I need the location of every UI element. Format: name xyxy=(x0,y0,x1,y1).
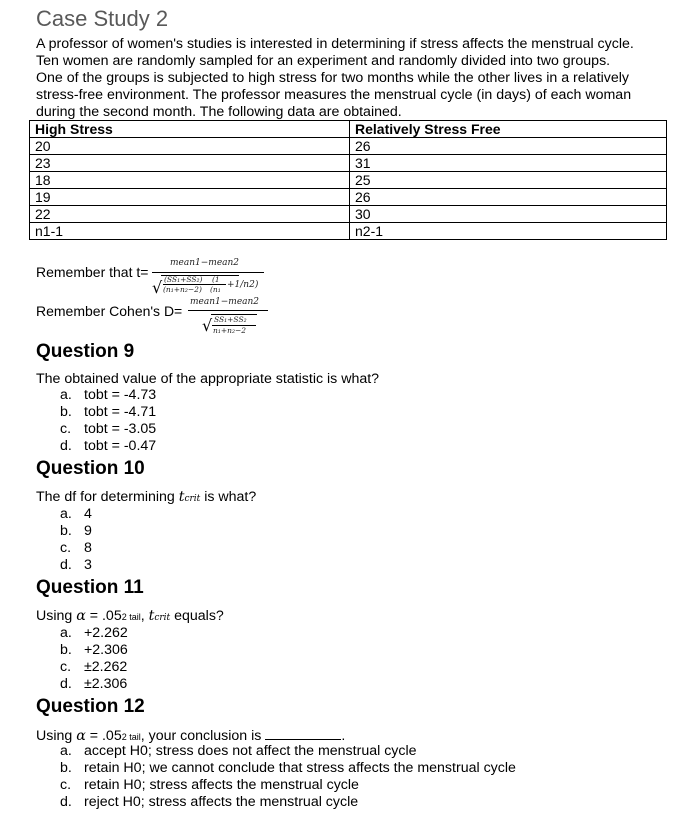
data-table xyxy=(29,120,667,240)
text-fragment: is what? xyxy=(200,489,257,505)
t-den-tail: +1/n2) xyxy=(227,280,259,290)
option-text: 9 xyxy=(84,523,92,539)
t-fraction-bar xyxy=(152,272,264,273)
option-letter: b. xyxy=(60,642,72,658)
option-text: ±2.306 xyxy=(84,676,128,692)
table-row xyxy=(30,223,667,240)
table-row xyxy=(30,138,667,155)
option-letter: c. xyxy=(60,659,72,675)
option-letter: d. xyxy=(60,557,72,573)
tail-subscript: 2 tail xyxy=(121,732,141,742)
intro-line: stress-free environment. The professor measures the menstrual cycle (in days) of each woman xyxy=(36,86,632,103)
option-letter: b. xyxy=(60,404,72,420)
tail-subscript: 2 tail xyxy=(121,612,141,622)
option-letter: d. xyxy=(60,438,72,454)
question-11-title: Question 11 xyxy=(36,577,144,598)
t-den-n: (n₁+n₂−2) xyxy=(163,285,202,294)
d-den-n: n₁+n₂−2 xyxy=(213,326,247,335)
question-9-text: The obtained value of the appropriate statistic is what? xyxy=(36,371,380,387)
t-variable: t xyxy=(148,608,155,624)
option-b[interactable] xyxy=(36,642,128,659)
option-text: 8 xyxy=(84,540,92,556)
table-cell: 31 xyxy=(350,155,667,172)
question-11-text xyxy=(36,608,224,624)
table-cell: 23 xyxy=(30,155,350,172)
option-c[interactable] xyxy=(36,777,516,794)
option-text: accept H0; stress does not affect the menstrual cycle xyxy=(84,743,417,759)
t-den-ss: (SS₁+SS₂) xyxy=(164,275,203,284)
option-a[interactable] xyxy=(36,387,156,404)
column-header-high-stress: High Stress xyxy=(30,121,350,138)
option-letter: b. xyxy=(60,523,72,539)
option-letter: d. xyxy=(60,676,72,692)
option-text: tobt = -4.71 xyxy=(84,404,157,420)
text-fragment: , xyxy=(140,608,149,624)
table-cell: n2-1 xyxy=(350,223,667,240)
text-fragment: = .05 xyxy=(85,728,122,744)
option-d[interactable] xyxy=(36,676,128,693)
option-text: tobt = -0.47 xyxy=(84,438,157,454)
table-cell: 26 xyxy=(350,138,667,155)
intro-paragraph xyxy=(36,36,666,121)
option-d[interactable] xyxy=(36,438,156,455)
option-d[interactable] xyxy=(36,557,92,574)
d-formula-numerator: mean1−mean2 xyxy=(190,297,260,307)
table-row xyxy=(30,155,667,172)
table-cell: 25 xyxy=(350,172,667,189)
option-letter: d. xyxy=(60,794,72,810)
alpha-symbol: α xyxy=(76,728,86,744)
option-text: reject H0; stress affects the menstrual cycle xyxy=(84,794,359,810)
option-c[interactable] xyxy=(36,421,156,438)
table-header-row xyxy=(30,121,667,138)
d-den-ss: SS₁+SS₂ xyxy=(214,315,247,324)
text-fragment: Using xyxy=(36,728,77,744)
question-10-title: Question 10 xyxy=(36,458,145,479)
table-cell: 30 xyxy=(350,206,667,223)
option-c[interactable] xyxy=(36,540,92,557)
option-letter: a. xyxy=(60,506,72,522)
intro-line: A professor of women's studies is interested in determining if stress affects the menstrual cycle. xyxy=(36,36,634,52)
sqrt-icon: √ xyxy=(202,316,213,335)
option-a[interactable] xyxy=(36,743,516,760)
option-b[interactable] xyxy=(36,404,156,421)
sqrt-icon: √ xyxy=(152,278,163,297)
option-text: retain H0; stress affects the menstrual cycle xyxy=(84,777,359,793)
intro-line: Ten women are randomly sampled for an experiment and randomly divided into two groups. xyxy=(36,52,611,69)
option-text: tobt = -4.73 xyxy=(84,387,157,403)
text-fragment: The df for determining xyxy=(36,489,179,505)
option-letter: a. xyxy=(60,387,72,403)
option-a[interactable] xyxy=(36,625,128,642)
option-text: ±2.262 xyxy=(84,659,128,675)
crit-subscript: crit xyxy=(184,494,201,504)
t-formula-label: Remember that t= xyxy=(36,264,149,280)
option-text: tobt = -3.05 xyxy=(84,421,157,437)
table-row xyxy=(30,189,667,206)
question-12-text xyxy=(36,727,345,744)
table-cell: n1-1 xyxy=(30,223,350,240)
table-cell: 26 xyxy=(350,189,667,206)
d-formula-label: Remember Cohen's D= xyxy=(36,303,183,319)
option-c[interactable] xyxy=(36,659,128,676)
option-letter: c. xyxy=(60,540,72,556)
option-letter: b. xyxy=(60,760,72,776)
option-b[interactable] xyxy=(36,523,92,540)
text-fragment: , your conclusion is xyxy=(140,728,266,744)
text-fragment: Using xyxy=(36,608,77,624)
intro-line: One of the groups is subjected to high stress for two months while the other lives in a relatively xyxy=(36,69,630,86)
question-10-text xyxy=(36,489,256,505)
table-row xyxy=(30,172,667,189)
option-text: retain H0; we cannot conclude that stress affects the menstrual cycle xyxy=(84,760,516,776)
page-title: Case Study 2 xyxy=(36,6,169,31)
crit-subscript: crit xyxy=(154,613,171,623)
t-den-n1: (n₁ xyxy=(210,285,221,294)
option-letter: a. xyxy=(60,625,72,641)
d-fraction-bar xyxy=(188,310,268,311)
option-text: 3 xyxy=(84,557,92,573)
option-a[interactable] xyxy=(36,506,92,523)
text-fragment: = .05 xyxy=(85,608,122,624)
text-fragment: equals? xyxy=(170,608,224,624)
table-row xyxy=(30,206,667,223)
column-header-stress-free: Relatively Stress Free xyxy=(350,121,667,138)
option-d[interactable] xyxy=(36,794,516,811)
t-formula-numerator: mean1−mean2 xyxy=(170,258,240,268)
option-text: +2.306 xyxy=(84,642,128,658)
t-den-one: (1 xyxy=(212,275,220,284)
question-11-options xyxy=(36,625,128,693)
intro-line: during the second month. The following data are obtained. xyxy=(36,103,402,120)
question-12-title: Question 12 xyxy=(36,696,145,717)
table-cell: 19 xyxy=(30,189,350,206)
table-cell: 18 xyxy=(30,172,350,189)
question-12-options xyxy=(36,743,516,811)
question-9-options xyxy=(36,387,156,455)
table-cell: 22 xyxy=(30,206,350,223)
question-9-title: Question 9 xyxy=(36,341,135,362)
answer-blank[interactable] xyxy=(265,727,341,740)
t-variable: t xyxy=(178,489,185,505)
text-fragment: . xyxy=(341,728,346,744)
option-text: 4 xyxy=(84,506,92,522)
option-b[interactable] xyxy=(36,760,516,777)
table-cell: 20 xyxy=(30,138,350,155)
option-letter: a. xyxy=(60,743,72,759)
option-letter: c. xyxy=(60,421,72,437)
option-letter: c. xyxy=(60,777,72,793)
alpha-symbol: α xyxy=(76,608,86,624)
option-text: +2.262 xyxy=(84,625,128,641)
question-10-options xyxy=(36,506,92,574)
